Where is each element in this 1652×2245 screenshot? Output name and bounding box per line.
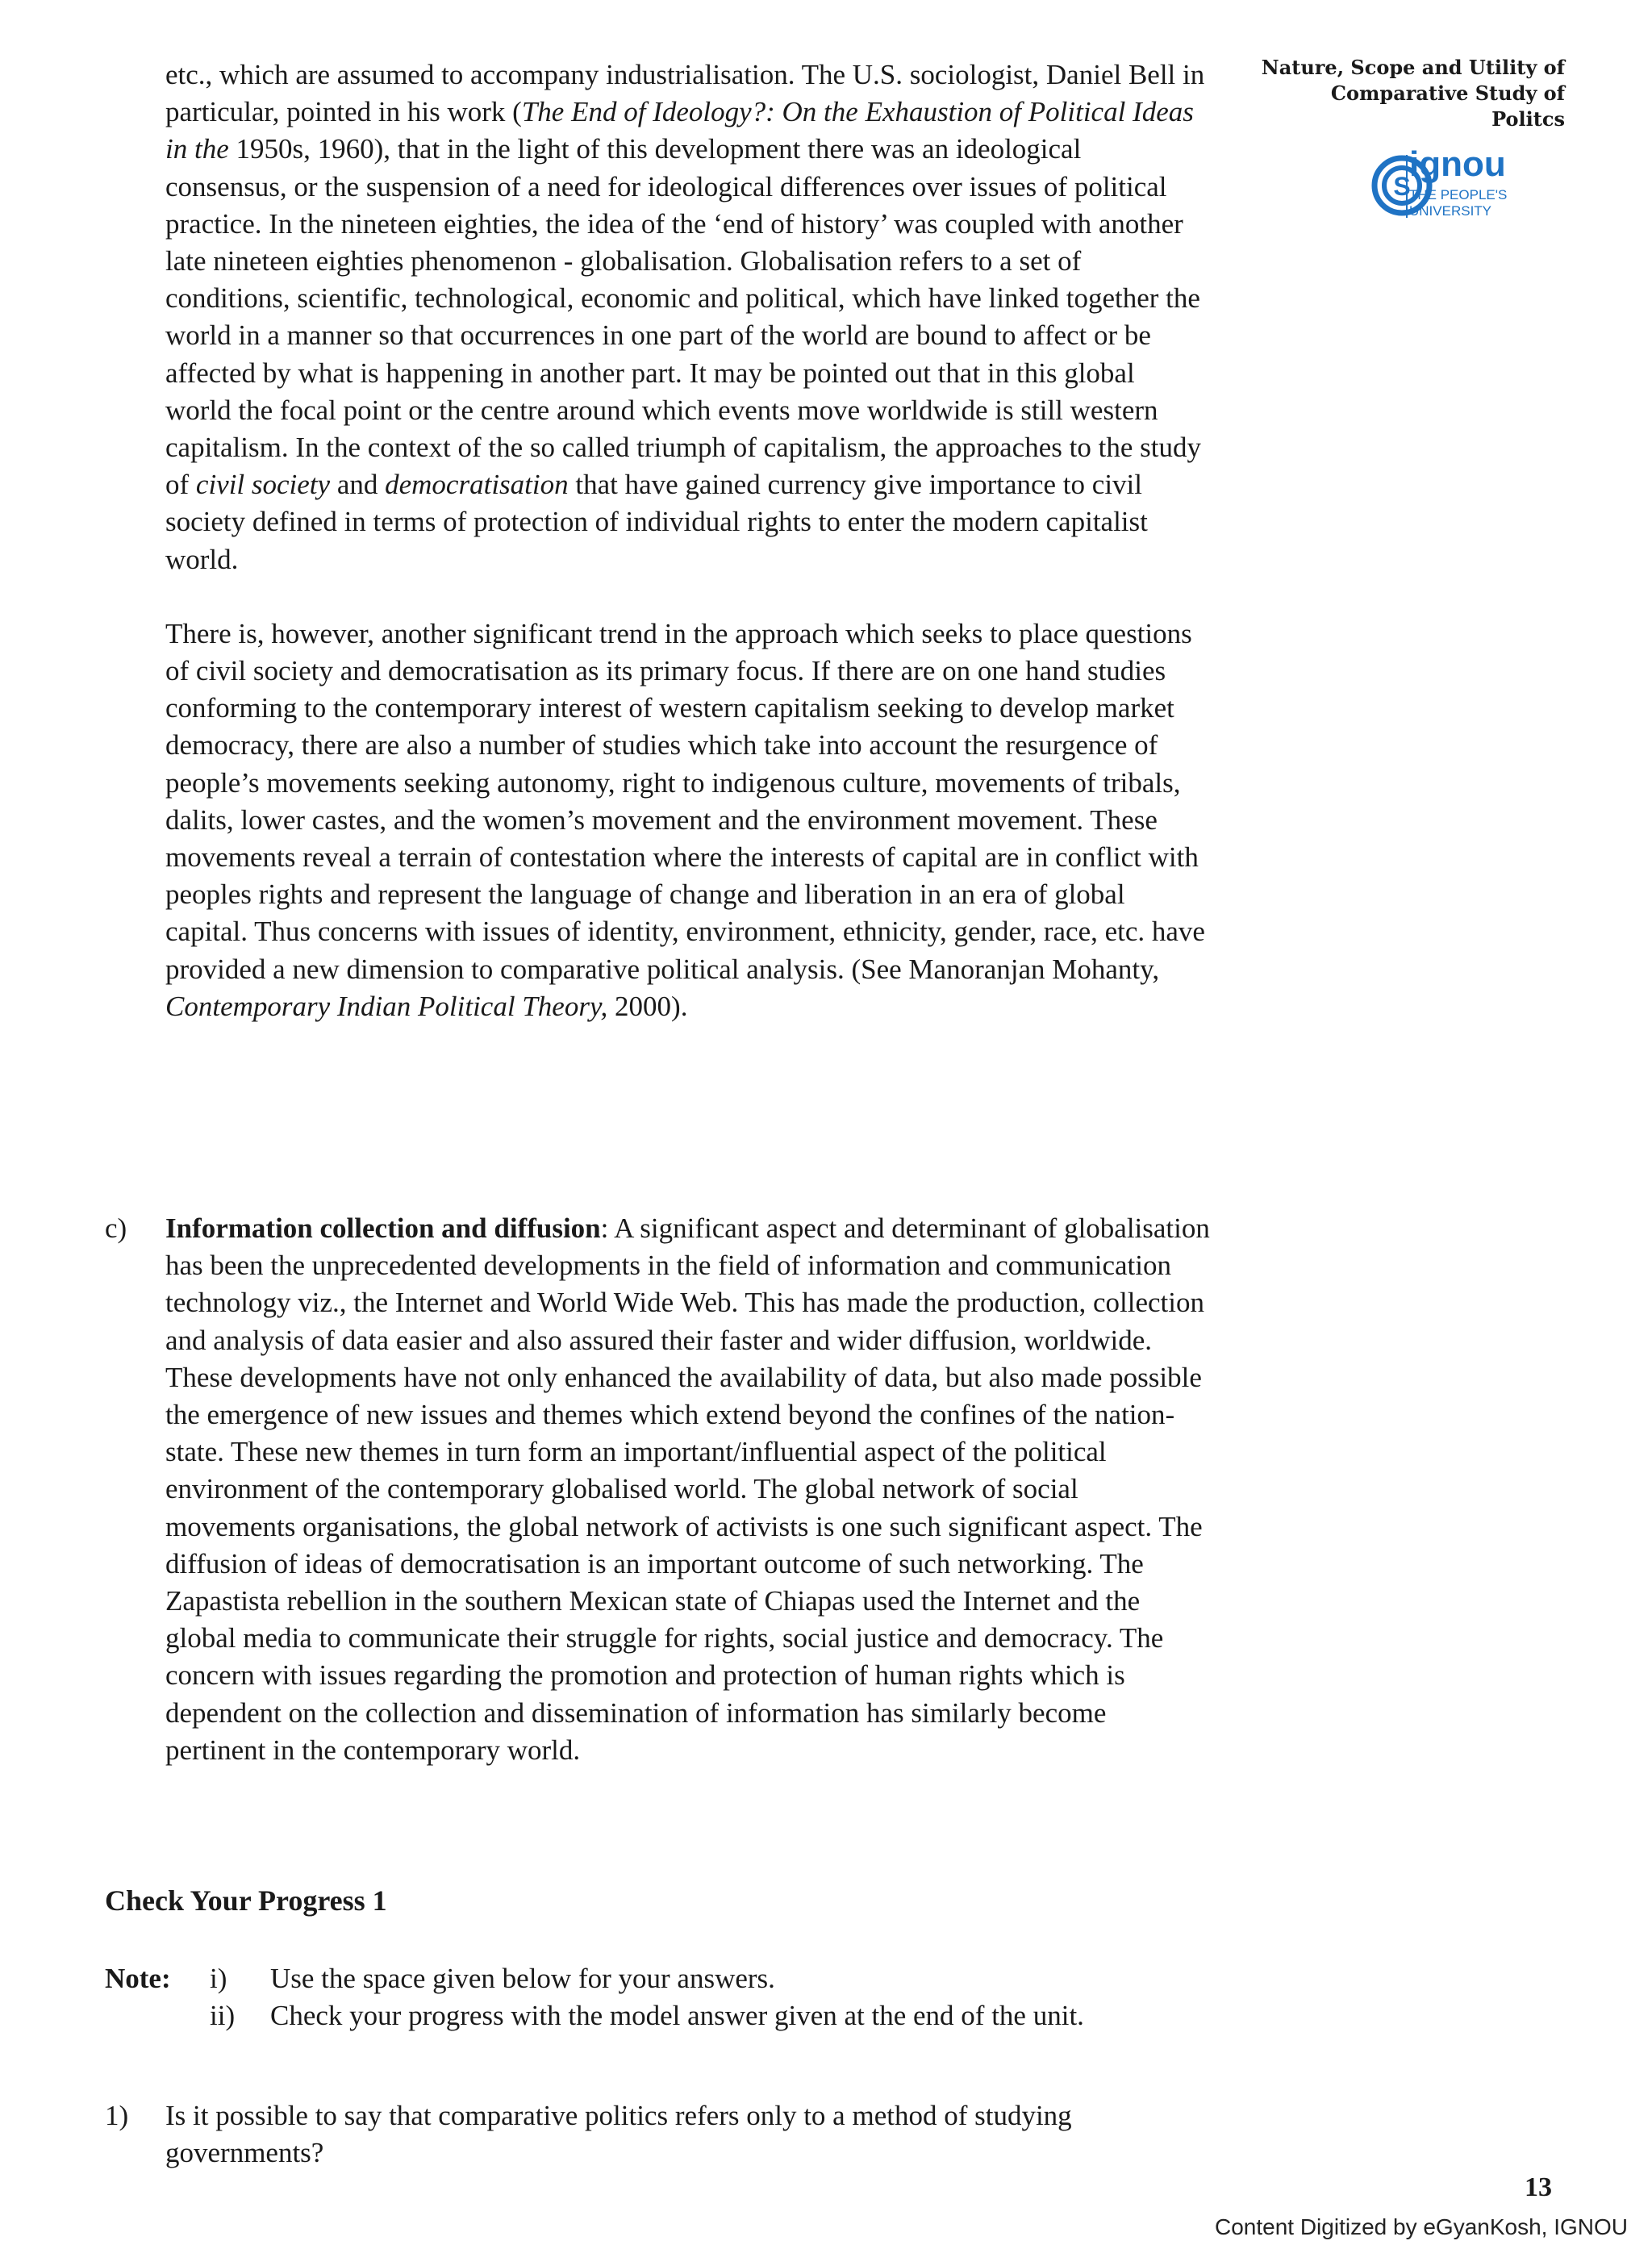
italic-title: Contemporary Indian Political Theory, [165, 990, 608, 1022]
logo-tagline-1: THE PEOPLE'S [1409, 187, 1508, 202]
italic-term: civil society [195, 469, 331, 501]
svg-text:S: S [1393, 172, 1411, 201]
text-run: There is, however, another significant trend in the approach which seeks to place questions of civil society and democratisation as its primary focus. If there are on one hand studies conforming to the contemporary interest of western capitalism seeking to develop market democracy, there are also a number of studies which take into account the resurgence of people’s movements seeking autonomy, right to indigenous culture, movements of tribals, dalits, lower castes, and the women’s movement and the environment movement. These movements reveal a terrain of contestation where the interests of capital are in conflict with peoples rights and represent the language of change and liberation in an era of global capital. Thus concerns with issues of identity, environment, ethnicity, gender, race, etc. have provided a new dimension to comparative political analysis. (See Manoranjan Mohanty, [165, 617, 1205, 985]
running-header-line-3: Politcs [1491, 107, 1565, 131]
note-number: ii) [210, 2000, 236, 2031]
text-run: that have gained currency give importance to civil society defined in terms of protection of individual rights to enter the modern capitalist world. [165, 469, 1148, 575]
text-run: and [330, 469, 386, 501]
list-marker: c) [105, 1212, 127, 1244]
running-header-line-2: Comparative Study of [1330, 81, 1565, 105]
text-run: 2000). [607, 990, 688, 1022]
question-text: Is it possible to say that comparative politics refers only to a method of studying governments? [165, 2100, 1072, 2168]
body-text [165, 56, 1206, 1025]
note-text: Check your progress with the model answer given at the end of the unit. [270, 2000, 1084, 2031]
question-1 [105, 2097, 1153, 2172]
running-header-line-1: Nature, Scope and Utility of [1261, 56, 1565, 79]
note-item [210, 1960, 1153, 1997]
logo-tagline [1409, 187, 1507, 219]
note-number: i) [210, 1963, 227, 1994]
section-heading: Information collection and diffusion [165, 1212, 601, 1244]
running-header [1226, 55, 1565, 132]
logo-wordmark: ignou [1409, 144, 1506, 184]
page-number: 13 [1525, 2172, 1552, 2202]
paragraph-2 [165, 615, 1206, 1025]
text-run: etc., which are assumed to accompany industrialisation. The U.S. sociologist, Daniel Bell in particular, pointed in his work ( [165, 59, 1205, 128]
text-run: 1950s, 1960), that in the light of this development there was an ideological consensus, or the suspension of a need for ideological differences over issues of political practice. In the nineteen eighties, the idea of the ‘end of history’ was coupled with another late nineteen eighties phenomenon - globalisation. Globalisation refers to a set of conditions, scientific, technological, economic and political, which have linked together the world in a manner so that occurrences in one part of the world are bound to affect or be affected by what is happening in another part. It may be pointed out that in this global world the focal point or the centre around which events move worldwide is still western capitalism. In the context of the so called triumph of capitalism, the approaches to the study of [165, 133, 1201, 501]
note-text: Use the space given below for your answers. [270, 1963, 775, 1994]
section-c [105, 1210, 1210, 1769]
italic-term: democratisation [385, 469, 569, 501]
note-block [105, 1960, 1153, 2034]
section-c-text: : A significant aspect and determinant of globalisation has been the unprecedented developments in the field of information and communication technology viz., the Internet and World Wide Web. This has made the production, collection and analysis of data easier and also assured their faster and wider diffusion, worldwide. These developments have not only enhanced the availability of data, but also made possible the emergence of new issues and themes which extend beyond the confines of the nation-state. These new themes in turn form an important/influential aspect of the political environment of the contemporary globalised world. The global network of social movements organisations, the global network of activists is one such significant aspect. The diffusion of ideas of democratisation is an important outcome of such networking. The Zapastista rebellion in the southern Mexican state of Chiapas used the Internet and the global media to communicate their struggle for rights, social justice and democracy. The concern with issues regarding the promotion and protection of human rights which is dependent on the collection and dissemination of information has similarly become pertinent in the contemporary world. [165, 1212, 1210, 1766]
check-progress-title: Check Your Progress 1 [105, 1884, 387, 1917]
footer-credit: Content Digitized by eGyanKosh, IGNOU [1214, 2214, 1628, 2239]
logo-tagline-2: UNIVERSITY [1409, 203, 1492, 219]
section-c-body [165, 1210, 1210, 1769]
note-item [210, 1997, 1153, 2034]
question-number: 1) [105, 2100, 129, 2131]
note-label: Note: [105, 1963, 171, 1994]
paragraph-1 [165, 56, 1206, 578]
italic-title: The End of Ideology?: On the Exhaustion of Political Ideas in the [165, 96, 1194, 165]
